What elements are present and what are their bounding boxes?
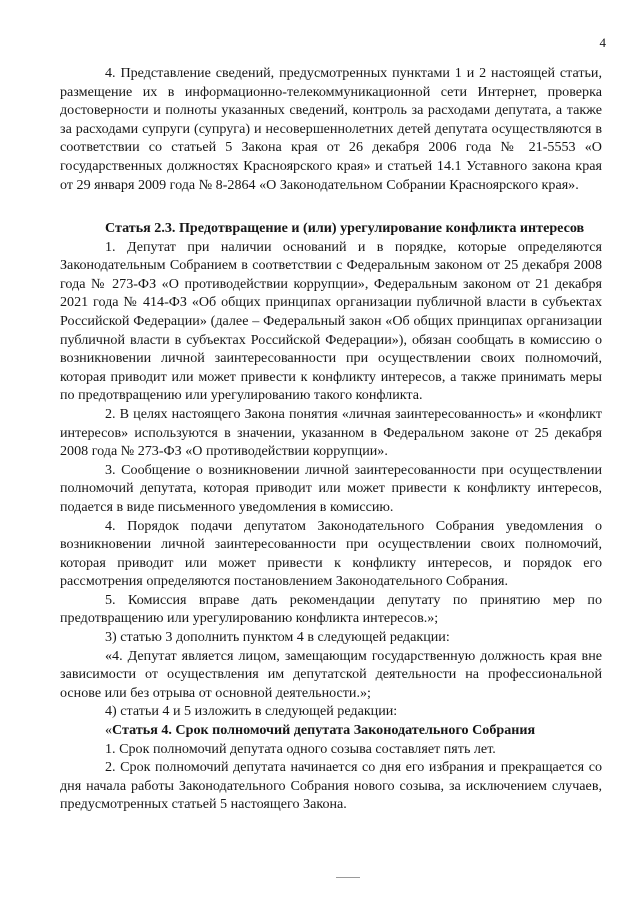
article-2-3-paragraph-3: 3. Сообщение о возникновении личной заинтересованности при осуществлении полномочий депутата, которая приводит или может привести к конфликту интересов, подается в виде письменного уведомления в комиссию. <box>60 461 602 515</box>
open-quote: « <box>105 722 113 739</box>
section-top <box>60 64 602 194</box>
amendment-item-4-intro: 4) статьи 4 и 5 изложить в следующей редакции: <box>105 703 398 720</box>
article-2-3-paragraph-1: 1. Депутат при наличии оснований и в порядке, которые определяются Законодательным Собранием в соответствии с Федеральным законом от 25 декабря 2008 года № 273-ФЗ «О противодействии коррупции», Федеральным законом от 21 декабря 2021 года № 414-ФЗ «Об общих принципах организации публичной власти в субъектах Российской Федерации» (далее – Федеральный закон «Об общих принципах организации публичной власти в субъектах Российской Федерации»), обязан сообщать в комиссию о возникновении личной заинтересованности при осуществлении своих полномочий, которая приводит или может привести к конфликту интересов, а также принимать меры по предотвращению или урегулированию такого конфликта. <box>60 238 602 404</box>
article-2-3-paragraph-2: 2. В целях настоящего Закона понятия «личная заинтересованность» и «конфликт интересов» используются в значении, указанном в Федеральном законе от 25 декабря 2008 года № 273-ФЗ «О противодействии коррупции». <box>60 405 602 460</box>
article-4-heading-line <box>60 721 602 740</box>
page-number: 4 <box>599 35 606 50</box>
article-2-3-paragraph-4: 4. Порядок подачи депутатом Законодательного Собрания уведомления о возникновении личной заинтересованности при осуществлении своих полномочий, которая приводит или может привести к конфликту интересов, и порядок его рассмотрения определяются постановлением Законодательного Собрания. <box>60 517 602 590</box>
article-4-heading: Статья 4. Срок полномочий депутата Законодательного Собрания <box>112 722 536 739</box>
article-2-3 <box>60 219 602 814</box>
article-2-3-paragraph-5: 5. Комиссия вправе дать рекомендации депутату по принятию мер по предотвращению или урегулированию конфликта интересов.»; <box>60 591 602 627</box>
article-2-3-heading: Статья 2.3. Предотвращение и (или) урегулирование конфликта интересов <box>105 220 585 236</box>
paragraph-disclosure-control: 4. Представление сведений, предусмотренных пунктами 1 и 2 настоящей статьи, размещение их в информационно-телекоммуникационной сети Интернет, проверка достоверности и полноты указанных сведений, контроль за расходами депутата, а также за расходами супруги (супруга) и несовершеннолетних детей депутата осуществляются в соответствии со статьей 5 Закона края от 26 декабря 2006 года № 21-5553 «О государственных должностях Красноярского края» и статьей 14.1 Уставного закона края от 29 января 2009 года № 8-2864 «О Законодательном Собрании Красноярского края». <box>60 65 602 193</box>
amendment-item-3-text: «4. Депутат является лицом, замещающим государственную должность края вне зависимости от осуществления им депутатской деятельности на профессиональной основе или без отрыва от основной деятельности.»; <box>60 647 602 701</box>
article-4-paragraph-1: 1. Срок полномочий депутата одного созыва составляет пять лет. <box>105 740 496 757</box>
article-4-paragraph-2: 2. Срок полномочий депутата начинается со дня его избрания и прекращается со дня начала работы Законодательного Собрания нового созыва, за исключением случаев, предусмотренных статьей 5 настоящего Закона. <box>60 759 602 813</box>
scan-mark <box>336 877 360 878</box>
amendment-item-3-intro: 3) статью 3 дополнить пунктом 4 в следующей редакции: <box>105 629 450 646</box>
